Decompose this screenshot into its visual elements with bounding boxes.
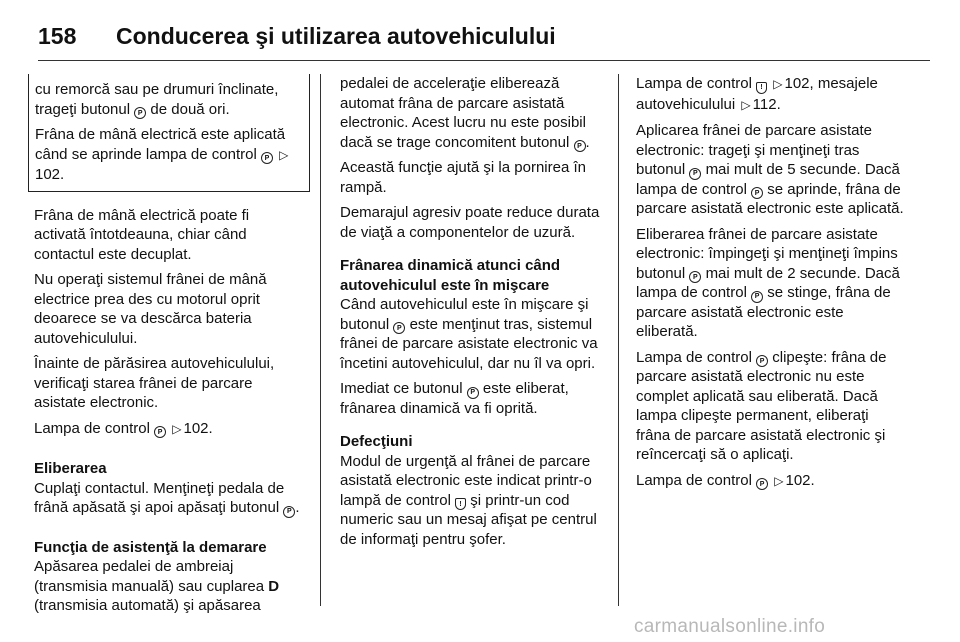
paragraph: Demarajul agresiv poate reduce durata de viaţă a componentelor de uzură. [340, 204, 600, 241]
section-heading: Funcţia de asistenţă la demarare [34, 538, 267, 556]
paragraph: Aplicarea frânei de parcare asistate electronic: trageţi şi menţineţi tras butonul P mai mult de 5 secunde. Dacă lampa de control P se aprinde, frâna de parcare asistată electronic este aplicată. [636, 122, 904, 217]
page-header [38, 16, 930, 50]
park-brake-icon: P [756, 478, 768, 490]
column-2 [340, 74, 602, 555]
park-brake-icon: P [689, 271, 701, 283]
paragraph: Imediat ce butonul P este eliberat, frânarea dinamică va fi oprită. [340, 380, 569, 417]
paragraph: Cuplaţi contactul. Menţineţi pedala de frână apăsată şi apoi apăsaţi butonul P . [34, 479, 300, 516]
page-ref-arrow-icon: ▷ [172, 421, 182, 436]
paragraph: Eliberarea frânei de parcare asistate electronic: împingeţi şi menţineţi împins butonul P mai mult de 2 secunde. Dacă lampa de control P se stinge, frâna de parcare asistată electronic este eliberată. [636, 225, 900, 340]
site-watermark: carmanualsonline.info [634, 616, 826, 637]
paragraph: Frâna de mână electrică poate fi activată întotdeauna, chiar când contactul este decuplat. [34, 206, 250, 263]
park-brake-icon: P [574, 140, 586, 152]
paragraph: Când autovehiculul este în mişcare şi butonul P este menţinut tras, sistemul frânei de parcare asistate electronic va încetini autovehiculul, dar nu îl va opri. [340, 296, 598, 372]
park-brake-icon: P [467, 387, 479, 399]
note-box [28, 74, 310, 192]
paragraph: Modul de urgenţă al frânei de parcare asistată electronic este indicat printr-o lampă de control ! şi printr-un cod numeric sau un mesaj afişat pe centrul de informaţi pentru şofer. [340, 452, 597, 548]
brake-warning-icon: ! [756, 82, 767, 94]
column-3 [636, 74, 904, 497]
park-brake-icon: P [689, 168, 701, 180]
brake-warning-icon: ! [455, 498, 466, 510]
column-1 [34, 74, 304, 622]
park-brake-icon: P [134, 107, 146, 119]
paragraph: Apăsarea pedalei de ambreiaj (transmisia manuală) sau cuplarea D (transmisia automată) şi apăsarea [34, 558, 280, 614]
paragraph: Lampa de control P ▷ 102. [34, 419, 304, 440]
page-ref-arrow-icon: ▷ [279, 147, 289, 162]
paragraph: Lampa de control P clipeşte: frâna de parcare asistată electronic nu este complet aplicată sau eliberată. Dacă lampa clipeşte permanent, eliberaţi frâna de parcare asistată electronic şi reîncercaţi să o aplicaţi. [636, 348, 887, 463]
paragraph: Lampa de control ! ▷ 102, mesajele autovehiculului ▷ 112. [636, 74, 904, 115]
column-divider-2 [618, 74, 619, 606]
park-brake-icon: P [751, 187, 763, 199]
paragraph: Înainte de părăsirea autovehiculului, verificaţi starea frânei de parcare asistate electronic. [34, 355, 275, 411]
paragraph: Această funcţie ajută şi la pornirea în rampă. [340, 159, 586, 196]
note-paragraph-2: Frâna de mână electrică este aplicată când se aprinde lampa de control P ▷102. [35, 126, 289, 183]
page-number: 158 [38, 23, 77, 49]
section-heading: Defecţiuni [340, 433, 413, 450]
park-brake-icon: P [154, 426, 166, 438]
section-heading: Eliberarea [34, 460, 107, 477]
paragraph: pedalei de acceleraţie eliberează automat frâna de parcare asistată electronic. Acest lucru nu este posibil dacă se trage concomitent butonul P . [340, 75, 590, 151]
park-brake-icon: P [756, 355, 768, 367]
park-brake-icon: P [261, 152, 273, 164]
paragraph: Nu operaţi sistemul frânei de mână electrice prea des cu motorul oprit deoarece se va descărca bateria autovehiculului. [34, 271, 267, 347]
park-brake-icon: P [283, 506, 295, 518]
note-paragraph-1: cu remorcă sau pe drumuri înclinate, trageţi butonul P de două ori. [35, 81, 279, 118]
park-brake-icon: P [751, 291, 763, 303]
page-ref-arrow-icon: ▷ [773, 77, 783, 91]
chapter-title: Conducerea şi utilizarea autovehiculului [116, 23, 556, 49]
park-brake-icon: P [393, 322, 405, 334]
gear-letter: D [268, 577, 280, 595]
section-heading: Frânarea dinamică atunci când autovehiculul este în mişcare [340, 257, 561, 294]
paragraph: Lampa de control P ▷ 102. [636, 471, 904, 492]
header-divider [38, 60, 930, 61]
page-ref-arrow-icon: ▷ [774, 473, 784, 488]
page-ref-arrow-icon: ▷ [741, 97, 751, 112]
column-divider-1 [320, 74, 321, 606]
